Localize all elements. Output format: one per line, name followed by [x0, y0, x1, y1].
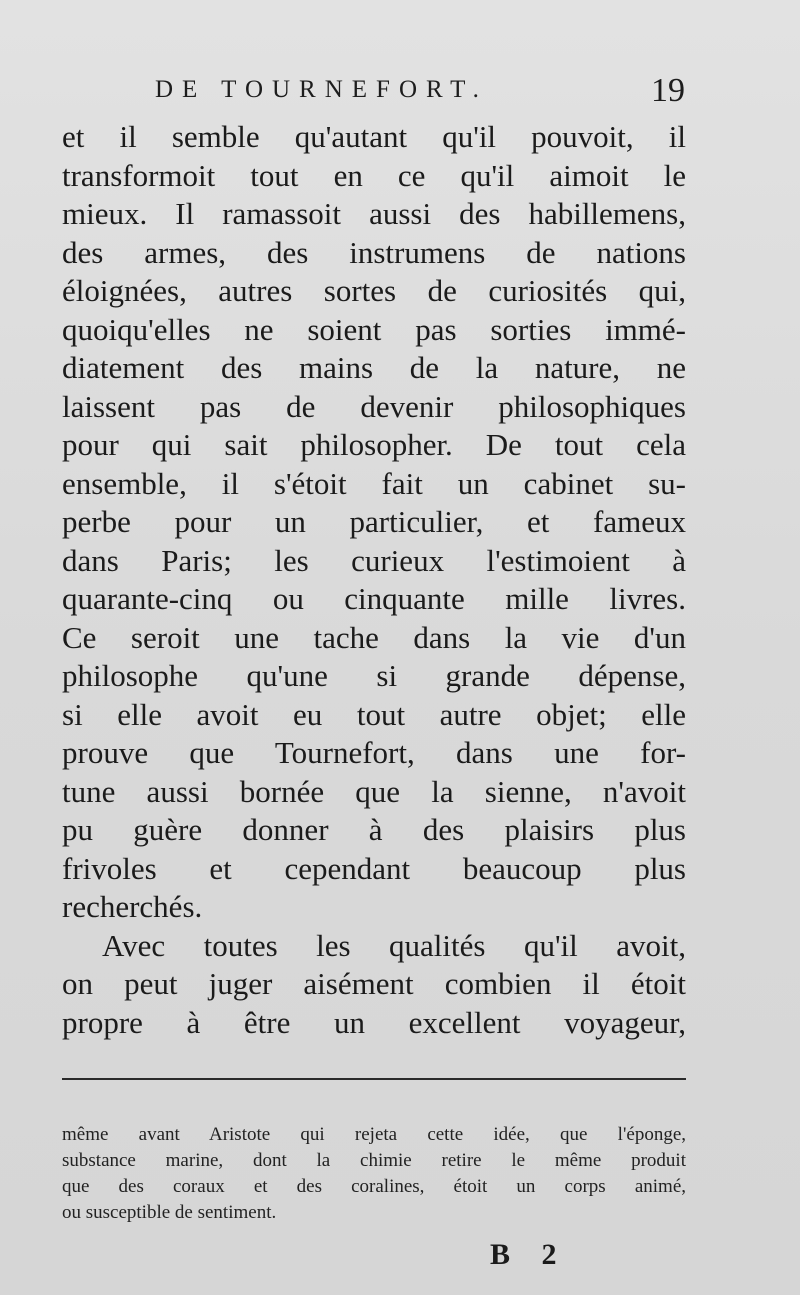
footnote-line: que des coraux et des coralines, étoit un corps animé,: [62, 1176, 686, 1197]
text-line: ensemble, il s'étoit fait un cabinet su-: [62, 465, 686, 501]
main-text: [62, 118, 686, 1042]
text-line: Ce seroit une tache dans la vie d'un: [62, 619, 686, 655]
page-header: [155, 70, 695, 120]
text-line: pour qui sait philosopher. De tout cela: [62, 427, 686, 462]
footnote: [62, 1122, 686, 1226]
text-line: propre à être un excellent voyageur,: [62, 1004, 686, 1040]
text-line: laissent pas de devenir philosophiques: [62, 388, 686, 424]
text-line: recherchés.: [62, 889, 203, 924]
paragraph-first-line: Avec toutes les qualités qu'il avoit,: [102, 927, 686, 963]
text-line: et il semble qu'autant qu'il pouvoit, il: [62, 119, 686, 154]
running-head: DE TOURNEFORT.: [155, 76, 488, 103]
text-line: perbe pour un particulier, et fameux: [62, 504, 686, 539]
signature-mark: B 2: [490, 1238, 569, 1271]
page-number: 19: [651, 72, 685, 109]
text-line: transformoit tout en ce qu'il aimoit le: [62, 157, 686, 193]
text-line: quoiqu'elles ne soient pas sorties immé-: [62, 311, 686, 347]
text-line: dans Paris; les curieux l'estimoient à: [62, 542, 686, 578]
footnote-line: substance marine, dont la chimie retire le même produit: [62, 1150, 686, 1171]
text-line: frivoles et cependant beaucoup plus: [62, 850, 686, 886]
text-line: prouve que Tournefort, dans une for-: [62, 735, 686, 770]
text-line: philosophe qu'une si grande dépense,: [62, 658, 686, 693]
text-line: on peut juger aisément combien il étoit: [62, 966, 686, 1001]
text-line: diatement des mains de la nature, ne: [62, 350, 686, 385]
text-line: éloignées, autres sortes de curiosités qui,: [62, 273, 686, 308]
footnote-line: ou susceptible de sentiment.: [62, 1202, 277, 1223]
text-line: si elle avoit eu tout autre objet; elle: [62, 696, 686, 732]
footnote-rule: [62, 1078, 686, 1080]
text-line: des armes, des instrumens de nations: [62, 234, 686, 270]
footnote-line: même avant Aristote qui rejeta cette idée, que l'éponge,: [62, 1124, 686, 1145]
text-line: pu guère donner à des plaisirs plus: [62, 812, 686, 847]
text-line: tune aussi bornée que la sienne, n'avoit: [62, 773, 686, 809]
text-line: quarante-cinq ou cinquante mille livres.: [62, 581, 686, 616]
text-line: mieux. Il ramassoit aussi des habillemens,: [62, 196, 686, 231]
